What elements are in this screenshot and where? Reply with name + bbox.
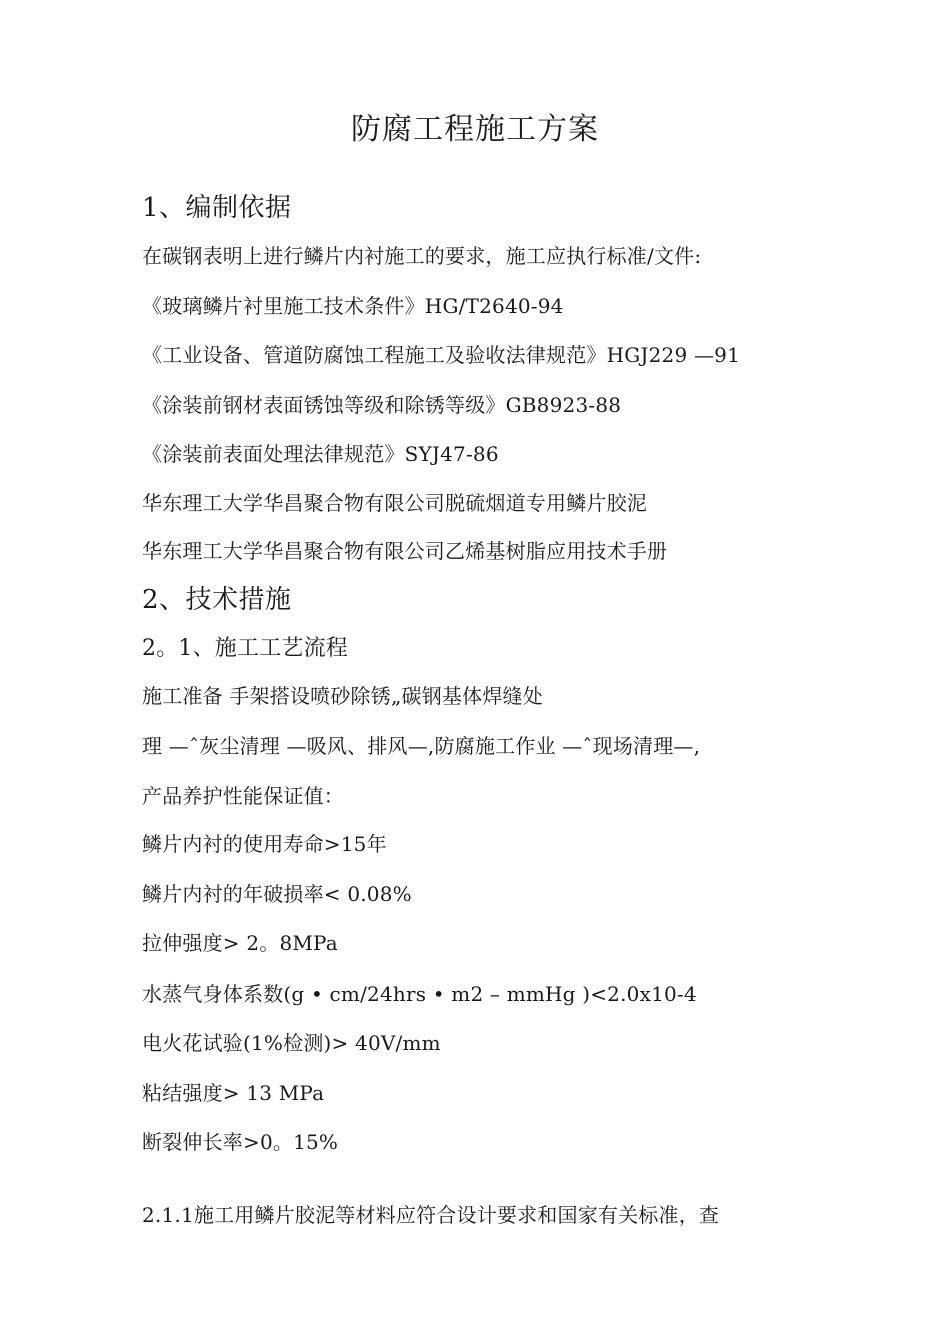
document-title: 防腐工程施工方案	[351, 112, 599, 147]
reference-vinyl-resin-manual: 华东理工大学华昌聚合物有限公司乙烯基树脂应用技术手册	[142, 539, 668, 563]
spec-bond-strength: 粘结强度> 13 MPa	[142, 1081, 325, 1105]
spec-annual-damage-rate: 鳞片内衬的年破损率< 0.08%	[142, 882, 412, 906]
spec-spark-test: 电火花试验(1%检测)> 40V/mm	[142, 1031, 441, 1055]
standard-hgj229: 《工业设备、管道防腐蚀工程施工及验收法律规范》HGJ229 —91	[142, 343, 741, 367]
process-flow-line-1: 施工准备 手架搭设喷砂除锈„碳钢基体焊缝处	[142, 684, 543, 708]
spec-elongation-at-break: 断裂伸长率>0。15%	[142, 1130, 339, 1154]
performance-guarantee-heading: 产品养护性能保证值：	[142, 784, 344, 808]
spec-vapor-permeability: 水蒸气身体系数(g • cm/24hrs • m2 – mmHg )<2.0x10-4	[142, 982, 697, 1006]
section-2-heading: 2、技术措施	[142, 585, 292, 615]
section-2-1-heading: 2。1、施工工艺流程	[142, 636, 348, 661]
standard-hg-t2640: 《玻璃鳞片衬里施工技术条件》HG/T2640-94	[142, 294, 564, 318]
section-1-heading: 1、编制依据	[142, 193, 292, 223]
basis-intro: 在碳钢表明上进行鳞片内衬施工的要求，施工应执行标准/文件:	[142, 244, 702, 268]
reference-flake-mortar: 华东理工大学华昌聚合物有限公司脱硫烟道专用鳞片胶泥	[142, 491, 647, 515]
clause-2-1-1: 2.1.1施工用鳞片胶泥等材料应符合设计要求和国家有关标准，查	[142, 1203, 720, 1227]
spec-service-life: 鳞片内衬的使用寿命>15年	[142, 832, 387, 856]
standard-syj47: 《涂装前表面处理法律规范》SYJ47-86	[142, 442, 499, 466]
standard-gb8923: 《涂装前钢材表面锈蚀等级和除锈等级》GB8923-88	[142, 393, 622, 417]
process-flow-line-2: 理 —ˆ灰尘清理 —吸风、排风—,防腐施工作业 —ˆ现场清理—,	[142, 734, 701, 758]
spec-tensile-strength: 拉伸强度> 2。8MPa	[142, 931, 338, 955]
